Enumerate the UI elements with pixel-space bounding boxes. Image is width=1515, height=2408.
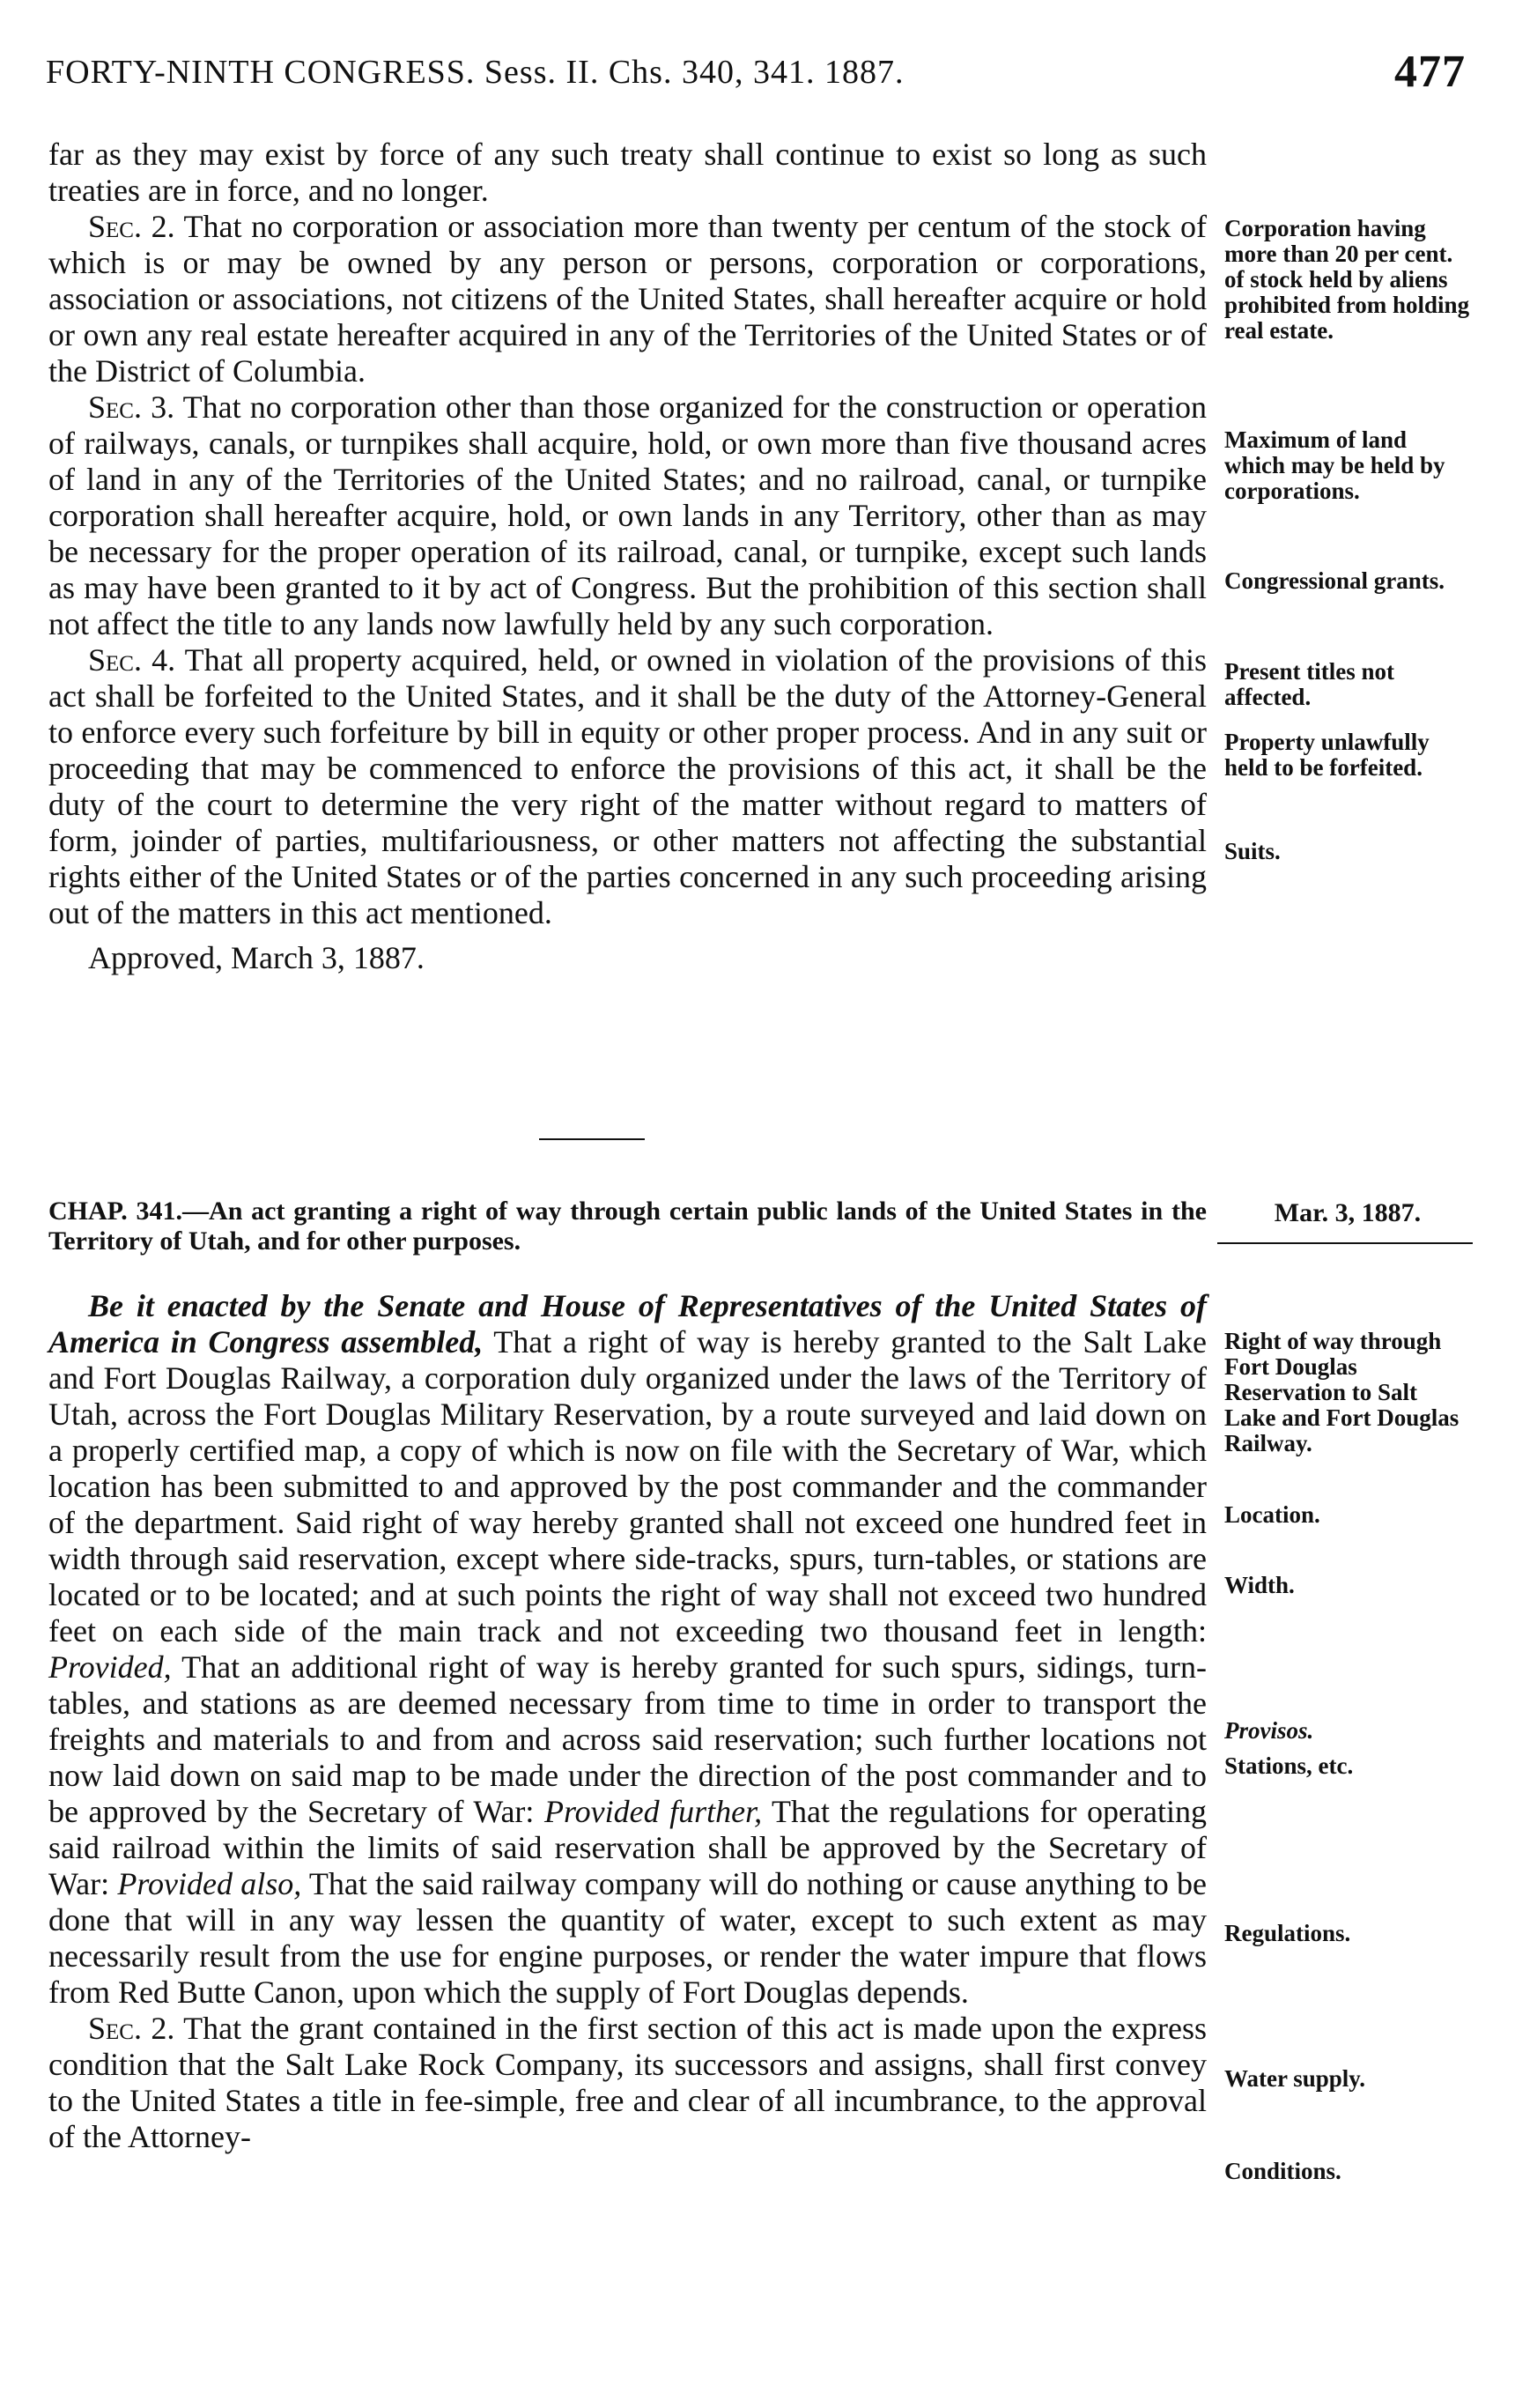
chapter-341-section-2-text: That the grant contained in the first section of this act is made upon the express condition that the Salt Lake Rock Company, its successors and assigns, shall first convey to the United States a title in fee-simple, free and clear of all incumbrance, to the approval of the Attorney- xyxy=(48,2011,1207,2154)
proviso-further-label: Provided further, xyxy=(543,1794,763,1829)
running-head-title: FORTY-NINTH CONGRESS. Sess. II. Chs. 340, 341. 1887. xyxy=(46,54,905,91)
margin-note-congressional: Congressional grants. xyxy=(1224,567,1445,594)
approval-line: Approved, March 3, 1887. xyxy=(88,940,425,975)
margin-note-suits: Suits. xyxy=(1224,838,1281,864)
section-1-part-4: That the said railway company will do nothing or cause anything to be done that will in any way lessen the quantity of water, except to such extent as may necessarily result from the use for engine purposes, or render the water impure that flows from Red Butte Canon, upon which the supply of Fort Douglas depends. xyxy=(48,1866,1207,2010)
margin-note-location: Location. xyxy=(1224,1501,1320,1528)
running-head xyxy=(46,46,1466,99)
section-1-part-1: That a right of way is hereby granted to the Salt Lake and Fort Douglas Railway, a corporation duly organized under the laws of the Territory of Utah, across the Fort Douglas Military Reservation, by a route surveyed and laid down on a properly certified map, a copy of which is now on file with the Secretary of War, which location has been submitted to and approved by the post commander and the commander of the department. Said right of way hereby granted shall not exceed one hundred feet in width through said reservation, except where side-tracks, spurs, turn-tables, or stations are located or to be located; and at such points the right of way shall not exceed two hundred feet on each side of the main track and not exceeding two thousand feet in length: xyxy=(48,1324,1207,1649)
section-3-paragraph xyxy=(48,389,1207,642)
margin-note-stations: Stations, etc. xyxy=(1224,1752,1354,1779)
page-number: 477 xyxy=(1394,47,1466,97)
chapter-341-body xyxy=(48,1288,1207,2155)
chapter-341-section-2-label: Sec. 2. xyxy=(88,2011,175,2046)
margin-note-regulations: Regulations. xyxy=(1224,1920,1351,1946)
section-1-paragraph xyxy=(48,1288,1207,2011)
chapter-341-date: Mar. 3, 1887. xyxy=(1274,1198,1422,1227)
enacting-clause: Be it enacted by the Senate and House of Representatives of the United States of America in Congress assembled, xyxy=(48,1288,1207,1360)
continuation-paragraph: far as they may exist by force of any such treaty shall continue to exist so long as such treaties are in force, and no longer. xyxy=(48,137,1207,208)
date-rule xyxy=(1217,1242,1473,1244)
section-2-paragraph xyxy=(48,209,1207,389)
margin-note-present-titles: Present titles not affected. xyxy=(1224,658,1394,710)
section-4-text: That all property acquired, held, or owned in violation of the provisions of this act shall be forfeited to the United States, and it shall be the duty of the Attorney-General to enforce every such forfeiture by bill in equity or other proper process. And in any suit or proceeding that may be commenced to enforce the provisions of this act, it shall be the duty of the court to determine the very right of the matter without regard to matters of form, joinder of parties, multifariousness, or other matters not affecting the substantial rights either of the United States or of the parties concerned in any such proceeding arising out of the matters in this act mentioned. xyxy=(48,642,1207,930)
margin-note-width: Width. xyxy=(1224,1572,1295,1598)
margin-note-water-supply: Water supply. xyxy=(1224,2065,1366,2092)
section-2-label: Sec. 2. xyxy=(88,209,175,244)
margin-note-provisos: Provisos. xyxy=(1224,1717,1314,1744)
section-1-part-2: That an additional right of way is hereby granted for such spurs, sidings, turn-tables, and stations as are deemed necessary from time to time in order to transport the freights and materials to and from and across said reservation; such further locations not now laid down on said map to be made under the direction of the post commander and to be approved by the Secretary of War: xyxy=(48,1649,1207,1829)
section-2-text: That no corporation or association more than twenty per centum of the stock of which is or may be owned by any person or persons, corporation or corporations, association or associations, not citizens of the United States, shall hereafter acquire or hold or own any real estate hereafter acquired in any of the Territories of the United States or of the District of Columbia. xyxy=(48,209,1207,389)
margin-note-maximum: Maximum of land which may be held by corporations. xyxy=(1224,426,1445,504)
section-3-label: Sec. 3. xyxy=(88,389,175,425)
section-3-text: That no corporation other than those organized for the construction or operation of railways, canals, or turnpikes shall acquire, hold, or own more than five thousand acres of land in any of the Territories of the United States; and no railroad, canal, or turnpike corporation shall hereafter acquire, hold, or own lands in any Territory, other than as may be necessary for the proper operation of its railroad, canal, or turnpike, except such lands as may have been granted to it by act of Congress. But the prohibition of this section shall not affect the title to any lands now lawfully held by any such corporation. xyxy=(48,389,1208,641)
chapter-340-body xyxy=(48,137,1207,976)
chapter-341-heading: CHAP. 341.—An act granting a right of way through certain public lands of the United States in the Territory of Utah, and for other purposes. xyxy=(48,1197,1207,1256)
proviso-also-label: Provided also, xyxy=(117,1866,302,1901)
margin-note-right-of-way: Right of way through Fort Douglas Reservation to Salt Lake and Fort Douglas Railway. xyxy=(1224,1328,1460,1456)
section-4-paragraph xyxy=(48,642,1207,931)
margin-note-property: Property unlawfully held to be forfeited. xyxy=(1224,729,1430,781)
section-4-label: Sec. 4. xyxy=(88,642,176,678)
chapter-divider xyxy=(539,1138,645,1140)
proviso-label: Provided, xyxy=(48,1649,172,1685)
chapter-341-heading-block xyxy=(48,1197,1207,1256)
margin-note-corporation: Corporation having more than 20 per cent. of stock held by aliens prohibited from holding real estate. xyxy=(1224,215,1470,344)
margin-note-conditions: Conditions. xyxy=(1224,2158,1341,2184)
chapter-341-section-2-paragraph xyxy=(48,2011,1207,2155)
section-1-part-3: That the regulations for operating said railroad within the limits of said reservation shall be approved by the Secretary of War: xyxy=(48,1794,1207,1901)
